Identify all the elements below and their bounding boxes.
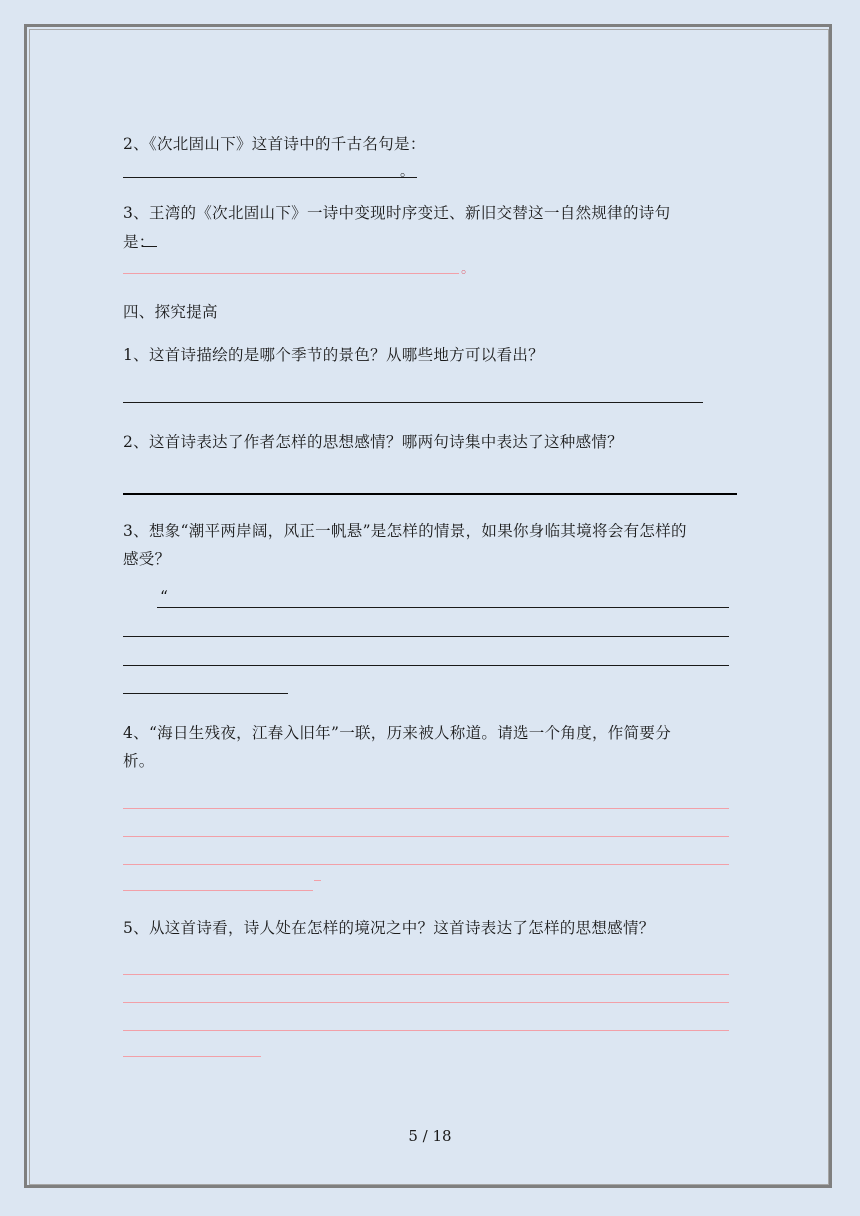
answer-line-p5-1 xyxy=(123,974,729,975)
period-q2: 。 xyxy=(400,164,414,180)
prompt-1-text: 1、这首诗描绘的是哪个季节的景色？从哪些地方可以看出？ xyxy=(123,346,544,364)
prompt-5-text: 5、从这首诗看，诗人处在怎样的境况之中？这首诗表达了怎样的思想感情？ xyxy=(123,919,655,937)
answer-line-q3 xyxy=(123,273,459,274)
quote-mark: “ xyxy=(160,588,169,606)
answer-line-p5-3 xyxy=(123,1030,729,1031)
question-3-line2: 是： xyxy=(123,233,155,251)
page-number: 5 / 18 xyxy=(408,1127,452,1145)
prompt-4-line1: 4、“海日生残夜，江春入旧年”一联，历来被人称道。请选一个角度，作简要分 xyxy=(123,724,672,742)
section-heading: 四、探究提高 xyxy=(123,303,218,321)
question-3-line1: 3、王湾的《次北固山下》一诗中变现时序变迁、新旧交替这一自然规律的诗句 xyxy=(123,204,671,222)
answer-line-q2 xyxy=(123,177,417,178)
prompt-4-line2: 析。 xyxy=(123,752,155,770)
answer-line-p2 xyxy=(123,493,737,495)
prompt-2-text: 2、这首诗表达了作者怎样的思想感情？哪两句诗集中表达了这种感情？ xyxy=(123,433,623,451)
answer-line-p4-2 xyxy=(123,836,729,837)
answer-line-p1 xyxy=(123,402,703,403)
answer-line-p4-3 xyxy=(123,864,729,865)
question-2-text: 2、《次北固山下》这首诗中的千古名句是： xyxy=(123,135,426,153)
answer-line-p5-2 xyxy=(123,1002,729,1003)
prompt-3-line1: 3、想象“潮平两岸阔，风正一帆悬”是怎样的情景，如果你身临其境将会有怎样的 xyxy=(123,522,687,540)
answer-line-p3-2 xyxy=(123,636,729,637)
answer-line-p4-4 xyxy=(123,890,313,891)
answer-line-p5-4 xyxy=(123,1056,261,1057)
period-q3: 。 xyxy=(461,261,475,277)
answer-line-p3-1 xyxy=(157,607,729,608)
answer-line-p3-4 xyxy=(123,693,288,694)
dash-mark-p4 xyxy=(314,880,321,881)
answer-line-p3-3 xyxy=(123,665,729,666)
prompt-3-line2: 感受？ xyxy=(123,550,171,568)
answer-line-q3-short xyxy=(142,246,157,247)
answer-line-p4-1 xyxy=(123,808,729,809)
